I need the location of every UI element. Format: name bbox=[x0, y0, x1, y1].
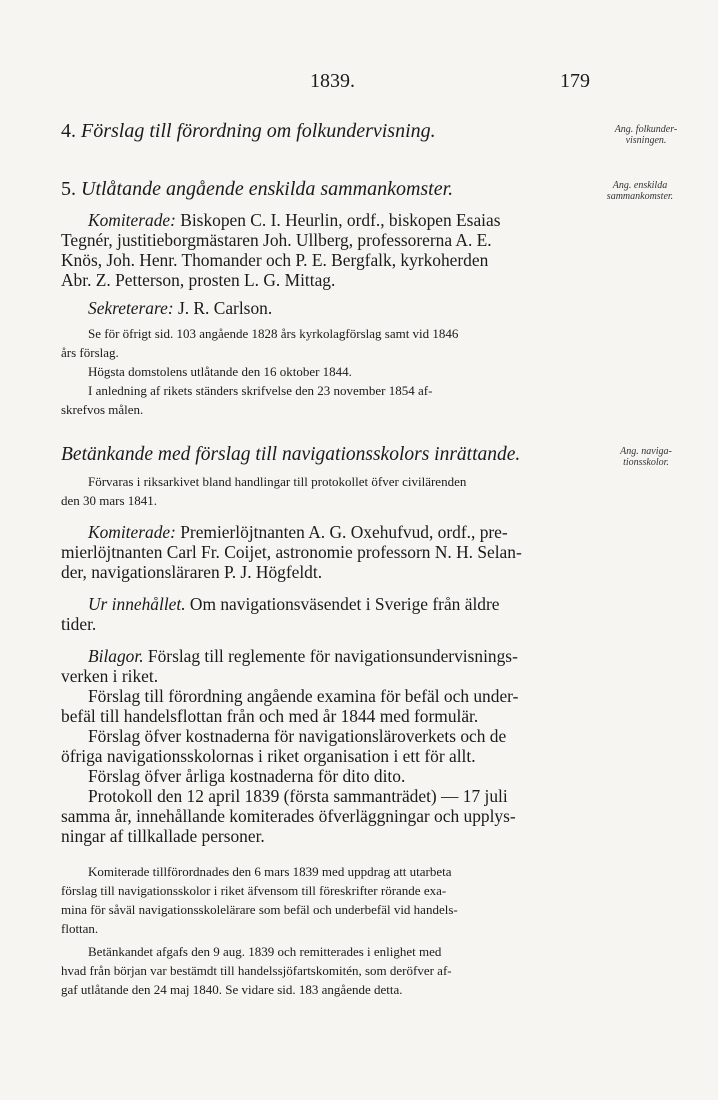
section-navigation-heading bbox=[61, 444, 588, 466]
appendix-item: Protokoll den 12 april 1839 (första sammanträdet) — 17 juli samma år, innehållande komiterades öfverläggningar och upplys- ningar af tillkallade personer. bbox=[61, 786, 516, 846]
footnote-paragraph: Betänkandet afgafs den 9 aug. 1839 och remitterades i enlighet med hvad från början var bestämdt till handelssjöfartskomitén, som deröfver af- gaf utlåtande den 24 maj 1840. Se vidare sid. 183 angående detta. bbox=[61, 944, 452, 997]
appendices-paragraph: Bilagor. Förslag till reglemente för navigationsundervisnings- verken i riket. bbox=[61, 646, 518, 686]
section-title: Utlåtande angående enskilda sammankomster. bbox=[81, 178, 454, 200]
secretary-label: Sekreterare: bbox=[88, 298, 174, 318]
section-title: Förslag till förordning om folkundervisning. bbox=[81, 120, 436, 142]
committee-paragraph: Komiterade: Premierlöjtnanten A. G. Oxehufvud, ordf., pre- mierlöjtnanten Carl Fr. Coijet, astronomie professorn N. H. Selan- der, navigationsläraren P. J. Högfeldt. bbox=[61, 522, 522, 582]
section-title: Betänkande med förslag till navigationsskolors inrättande. bbox=[61, 444, 521, 465]
committee-label: Komiterade: bbox=[88, 210, 176, 230]
note-paragraph: Se för öfrigt sid. 103 angående 1828 års kyrkolagförslag samt vid 1846 års förslag. bbox=[61, 326, 459, 360]
archive-note: Förvaras i riksarkivet bland handlingar till protokollet öfver civilärenden den 30 mars 1841. bbox=[61, 474, 467, 508]
section-4-heading bbox=[61, 120, 588, 143]
note-paragraph: I anledning af rikets ständers skrifvelse den 23 november 1854 af- skrefvos målen. bbox=[61, 383, 433, 417]
appendix-item: Förslag till förordning angående examina för befäl och under- befäl till handelsflottan från och med år 1844 med formulär. bbox=[61, 686, 519, 726]
page-number: 179 bbox=[560, 70, 590, 92]
section-number: 4. bbox=[61, 120, 76, 142]
footnote-paragraph: Komiterade tillförordnades den 6 mars 1839 med uppdrag att utarbeta förslag till navigationsskolor i riket äfvensom till föreskrifter rörande exa- mina för såväl navigationsskolelärare som befäl och underbefäl vid handels- flottan. bbox=[61, 864, 458, 936]
secretary-paragraph: Sekreterare: J. R. Carlson. bbox=[88, 298, 273, 318]
appendix-item: Förslag öfver årliga kostnaderna för dito dito. bbox=[88, 766, 406, 786]
contents-label: Ur innehållet. bbox=[88, 594, 186, 614]
contents-paragraph: Ur innehållet. Om navigationsväsendet i Sverige från äldre tider. bbox=[61, 594, 500, 634]
appendix-item: Förslag öfver kostnaderna för navigationsläroverkets och de öfriga navigationsskolornas i riket organisation i ett för allt. bbox=[61, 726, 507, 766]
section-navigation-body bbox=[61, 472, 588, 999]
margin-note-folkundervisning: Ang. folkunder- visningen. bbox=[614, 124, 678, 146]
header-year: 1839. bbox=[310, 70, 355, 92]
margin-note-navigationsskolor: Ang. naviga- tionsskolor. bbox=[620, 446, 672, 468]
margin-note-enskilda-sammankomster: Ang. enskilda sammankomster. bbox=[606, 180, 674, 202]
committee-paragraph: Komiterade: Biskopen C. I. Heurlin, ordf., biskopen Esaias Tegnér, justitieborgmästaren Joh. Ullberg, professorerna A. E. Knös, Joh. Henr. Thomander och P. E. Bergfalk, kyrkoherden Abr. Z. Petterson, prosten L. G. Mittag. bbox=[61, 210, 501, 290]
section-5-body bbox=[61, 210, 588, 419]
committee-label: Komiterade: bbox=[88, 522, 176, 542]
section-5-heading bbox=[61, 178, 588, 201]
section-number: 5. bbox=[61, 178, 76, 200]
note-paragraph: Högsta domstolens utlåtande den 16 oktober 1844. bbox=[88, 364, 352, 379]
appendices-label: Bilagor. bbox=[88, 646, 144, 666]
